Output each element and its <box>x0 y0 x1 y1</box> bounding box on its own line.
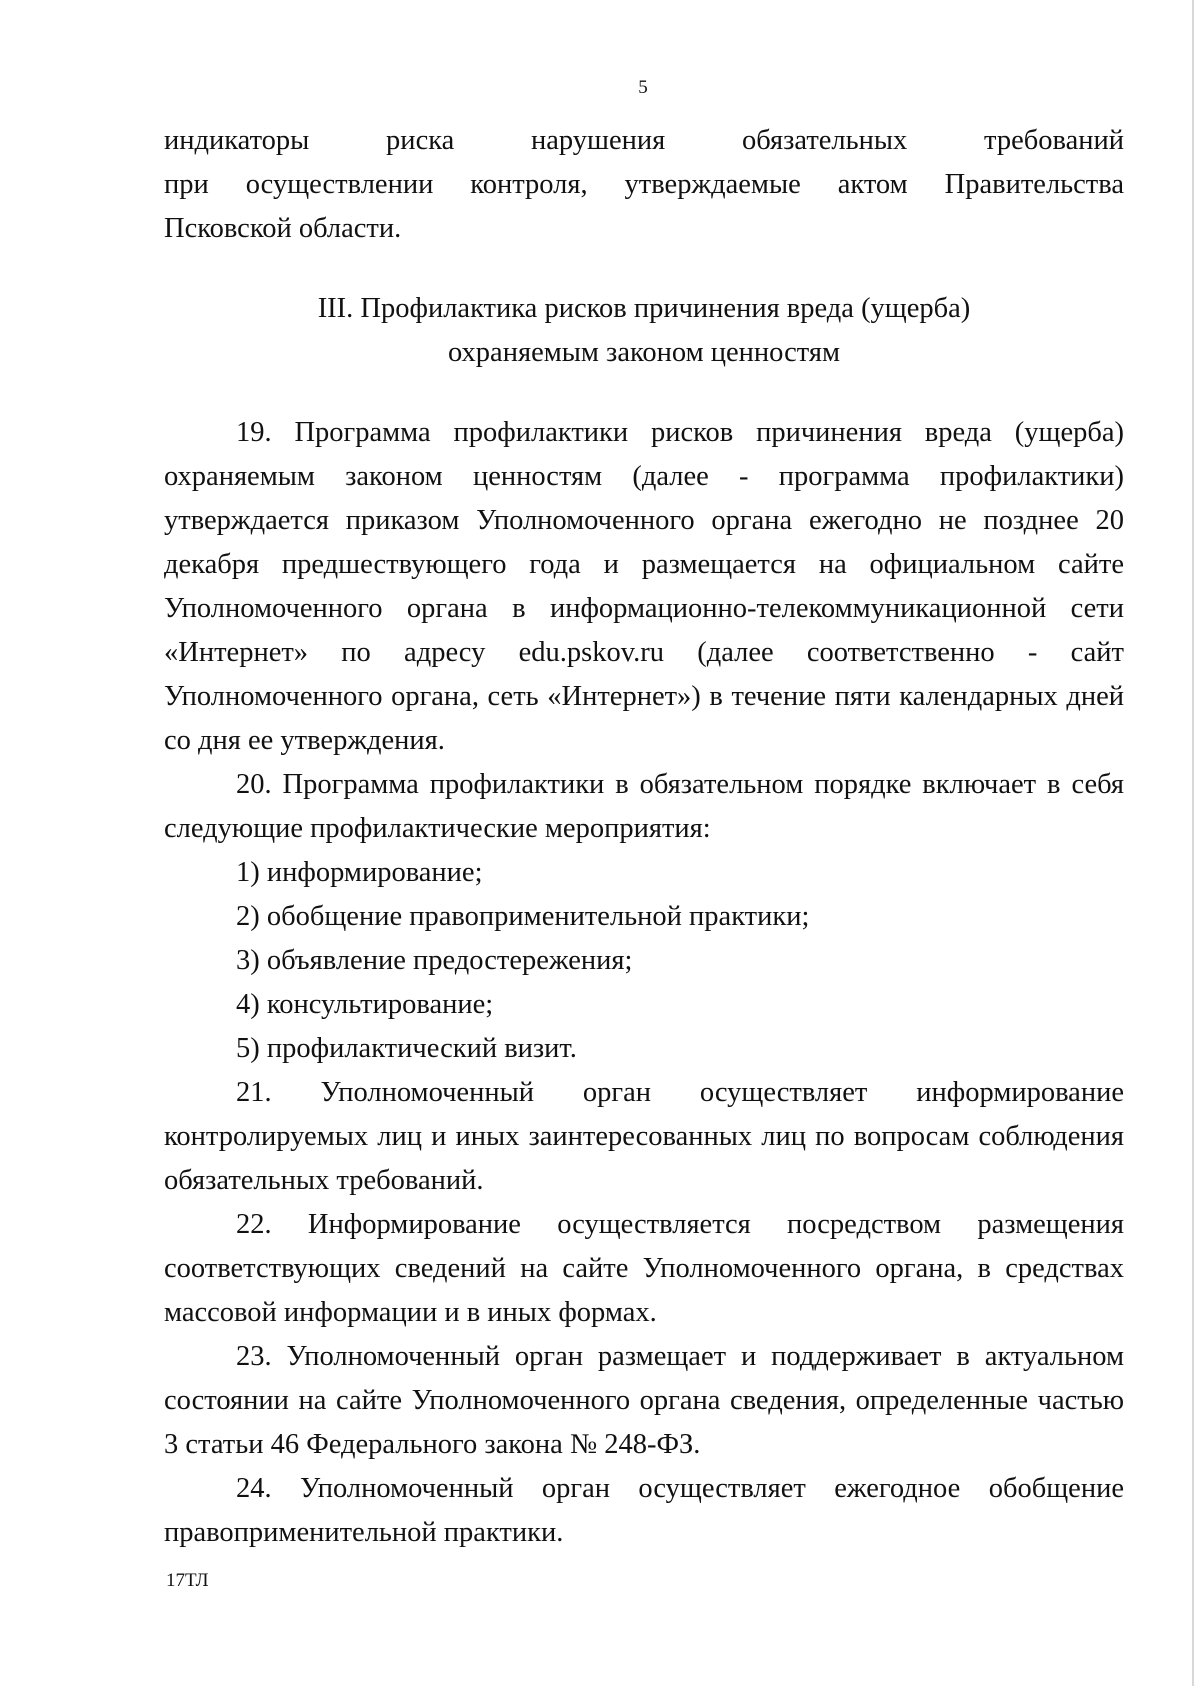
paragraph-20: 20. Программа профилактики в обязательном порядке включает в себя следующие профилактические мероприятия: <box>164 769 1124 844</box>
section-heading-line-1: III. Профилактика рисков причинения вреда (ущерба) <box>317 293 971 324</box>
scan-edge-line <box>1192 0 1194 1686</box>
paragraph-23: 23. Уполномоченный орган размещает и поддерживает в актуальном состоянии на сайте Уполномоченного органа сведения, определенные частью 3 статьи 46 Федерального закона № 248-ФЗ. <box>164 1341 1124 1460</box>
list-item: 5) профилактический визит. <box>236 1033 577 1064</box>
paragraph-24: 24. Уполномоченный орган осуществляет ежегодное обобщение правоприменительной практики. <box>164 1473 1124 1548</box>
page-number: 5 <box>638 77 648 98</box>
intro-line-3: Псковской области. <box>164 213 402 244</box>
paragraph-21: 21. Уполномоченный орган осуществляет информирование контролируемых лиц и иных заинтересованных лиц по вопросам соблюдения обязательных требований. <box>164 1077 1124 1196</box>
list-item: 3) объявление предостережения; <box>236 945 633 976</box>
list-item: 2) обобщение правоприменительной практики; <box>236 901 810 932</box>
list-item: 1) информирование; <box>236 857 483 888</box>
paragraph-22: 22. Информирование осуществляется посредством размещения соответствующих сведений на сайте Уполномоченного органа, в средствах массовой информации и в иных формах. <box>164 1209 1124 1328</box>
footer-code: 17ТЛ <box>166 1570 209 1591</box>
section-heading-line-2: охраняемым законом ценностям <box>448 337 840 368</box>
paragraph-19: 19. Программа профилактики рисков причинения вреда (ущерба) охраняемым законом ценностям (далее - программа профилактики) утверждается приказом Уполномоченного органа ежегодно не позднее 20 декабря предшествующего года и размещается на официальном сайте Уполномоченного органа в информационно-телекоммуникационной сети «Интернет» по адресу edu.pskov.ru (далее соответственно - сайт Уполномоченного органа, сеть «Интернет») в течение пяти календарных дней со дня ее утверждения. <box>164 417 1124 756</box>
list-item: 4) консультирование; <box>236 989 494 1020</box>
intro-line-1: индикаторы риска нарушения обязательных требований <box>164 125 1124 156</box>
document-body <box>164 119 1124 1555</box>
intro-line-2: при осуществлении контроля, утверждаемые актом Правительства <box>164 169 1124 200</box>
